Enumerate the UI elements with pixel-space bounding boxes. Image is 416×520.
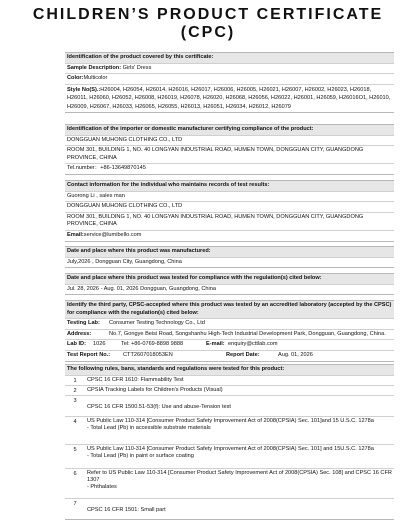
regulation-number: 2	[73, 387, 77, 394]
regulation-text: CPSC 16 CFR 1500.51-53(f): Use and abuse-Tension test	[87, 403, 231, 410]
style-no-value: H26004, H26054, H26014, H26016, H26017, H26006, H26005, H26021, H26007, H26002, H26023, H26018, H26011, H26060, H26052, H26008, H26019, H26078, H26020, H26068, H26056, H26022, H26001, H26059, H26016O1, H26010, H26009, H26067, H26033, H26065, H26055, H26013, H26051, H26034, H26012, H26079	[67, 86, 391, 110]
regulation-row	[65, 444, 394, 468]
testing-lab-value: Consumer Testing Technology Co., Ltd	[109, 320, 205, 327]
manufactured-section	[65, 246, 394, 268]
manufactured-heading: Date and place where this product was manufactured:	[65, 247, 394, 257]
lab-id-value: 1026	[93, 341, 106, 348]
product-section	[65, 52, 394, 113]
lab-email-label: E-mail:	[206, 341, 225, 348]
report-date-value: Aug. 01, 2026	[278, 351, 313, 358]
regulation-text: US Public Law 110-314 [Consumer Product Safety Improvement Act of 2008(CPSIA) Sec. 101] and 15U.S.C. 1278a - Total Lead (Pb) in paint or surface coating	[87, 445, 374, 459]
lab-email-value[interactable]: enquiry@cttlab.com	[228, 341, 278, 348]
importer-heading: Identification of the importer or domestic manufacturer certifying compliance of the product:	[65, 125, 394, 135]
regulation-text: US Public Law 110-314 [Consumer Product Safety Improvement Act of 2008(CPSIA) Sec. 101]and 15 U.S.C. 1278a - Total Lead (Pb) in accessible substrate materials	[87, 417, 374, 431]
tested-value: Jul. 28, 2026 - Aug. 01, 2026 Dongguan, Guangdong, China	[65, 284, 394, 295]
importer-tel-label: Tel.number：	[67, 165, 101, 172]
regulation-number: 6	[73, 470, 77, 477]
regulation-row	[65, 468, 394, 498]
sample-description-label: Sample Description:	[67, 64, 122, 71]
lab-heading: Identify the third party, CPSC-accepted where this product was tested by an accredited laboratory (accepted by the CPSC) for compliance with the regulation(s) cited below:	[65, 301, 394, 318]
tested-section	[65, 273, 394, 295]
contact-person: Guorong Li , sales man	[65, 191, 394, 202]
lab-address-value: No.7, Gongye Beisi Road, Songshanhu High-Tech Industrial Development Park, Dongguan, Guangdong, China.	[109, 330, 386, 337]
manufactured-value: July,2026 , Dongguan City, Guangdong, China	[65, 257, 394, 268]
contact-heading: Contact information for the individual who maintains records of test results:	[65, 181, 394, 191]
regulation-number: 4	[73, 418, 77, 425]
contact-email-label: Email:	[67, 231, 84, 238]
regulation-row	[65, 375, 394, 385]
regulation-text: CPSC 16 CFR 1610: Flammability Test	[87, 376, 184, 383]
lab-tel-value: +86-0769-8898 9888	[131, 341, 184, 348]
regulation-number: 7	[73, 500, 77, 507]
importer-section	[65, 124, 394, 175]
color-value: Multicolor	[83, 75, 108, 82]
regulations-section	[65, 364, 394, 520]
contact-address: ROOM 301, BUILDING 1, NO. 40 LONGYAN INDUSTRIAL ROAD, HUMEN TOWN, DONGGUAN CITY, GUANGDONG PROVINCE, CHINA	[65, 212, 394, 230]
report-date-label: Report Date:	[226, 351, 260, 358]
regulation-text: CPSC 16 CFR 1501: Small part	[87, 506, 166, 513]
tested-heading: Date and place where this product was tested for compliance with the regulation(s) cited below:	[65, 274, 394, 284]
testing-lab-label: Testing Lab:	[67, 320, 100, 327]
contact-company: DONGGUAN MUHONG CLOTHING CO., LTD	[65, 201, 394, 212]
regulation-text: Refer to US Public Law 110-314 [Consumer Product Safety Improvement Act of 2008(CPSIA) Sec. 108] and CPSC 16 CFR 1307 - Phthalates	[87, 469, 392, 490]
regulation-number: 3	[73, 397, 77, 404]
regulation-row	[65, 416, 394, 444]
report-no-value: CTT2607018053EN	[123, 351, 173, 358]
color-label: Color:	[67, 75, 84, 82]
regulation-row	[65, 498, 394, 519]
lab-address-label: Address:	[67, 330, 92, 337]
regulation-number: 1	[73, 377, 77, 384]
regulation-row	[65, 395, 394, 416]
regulations-heading: The following rules, bans, standards and regulations were tested for this product:	[65, 365, 394, 375]
regulation-number: 5	[73, 446, 77, 453]
regulation-text: CPSIA Tracking Labels for Children's Products (Visual)	[87, 386, 223, 393]
style-no-label: Style No(S).:	[67, 86, 101, 93]
sample-description-value: Girls' Dress	[122, 64, 152, 71]
importer-address: ROOM 301, BUILDING 1, NO. 40 LONGYAN INDUSTRIAL ROAD, HUMEN TOWN, DONGGUAN CITY, GUANGDONG PROVINCE, CHINA	[65, 145, 394, 163]
contact-section	[65, 180, 394, 242]
lab-tel-label: Tel:	[121, 341, 130, 348]
product-heading: Identification of the product covered by this certificate:	[65, 53, 394, 63]
importer-tel-value: +86-13649870145	[100, 165, 146, 172]
regulation-row	[65, 385, 394, 395]
lab-section	[65, 300, 394, 362]
lab-id-label: Lab ID:	[67, 341, 86, 348]
report-no-label: Test Report No.:	[67, 351, 111, 358]
certificate-title: CHILDREN’S PRODUCT CERTIFICATE	[32, 6, 384, 23]
certificate-subtitle: (CPC)	[180, 24, 236, 41]
contact-email-value[interactable]: service@lumibello.com	[83, 231, 142, 238]
importer-name: DONGGUAN MUHONG CLOTHING CO., LTD	[65, 135, 394, 146]
